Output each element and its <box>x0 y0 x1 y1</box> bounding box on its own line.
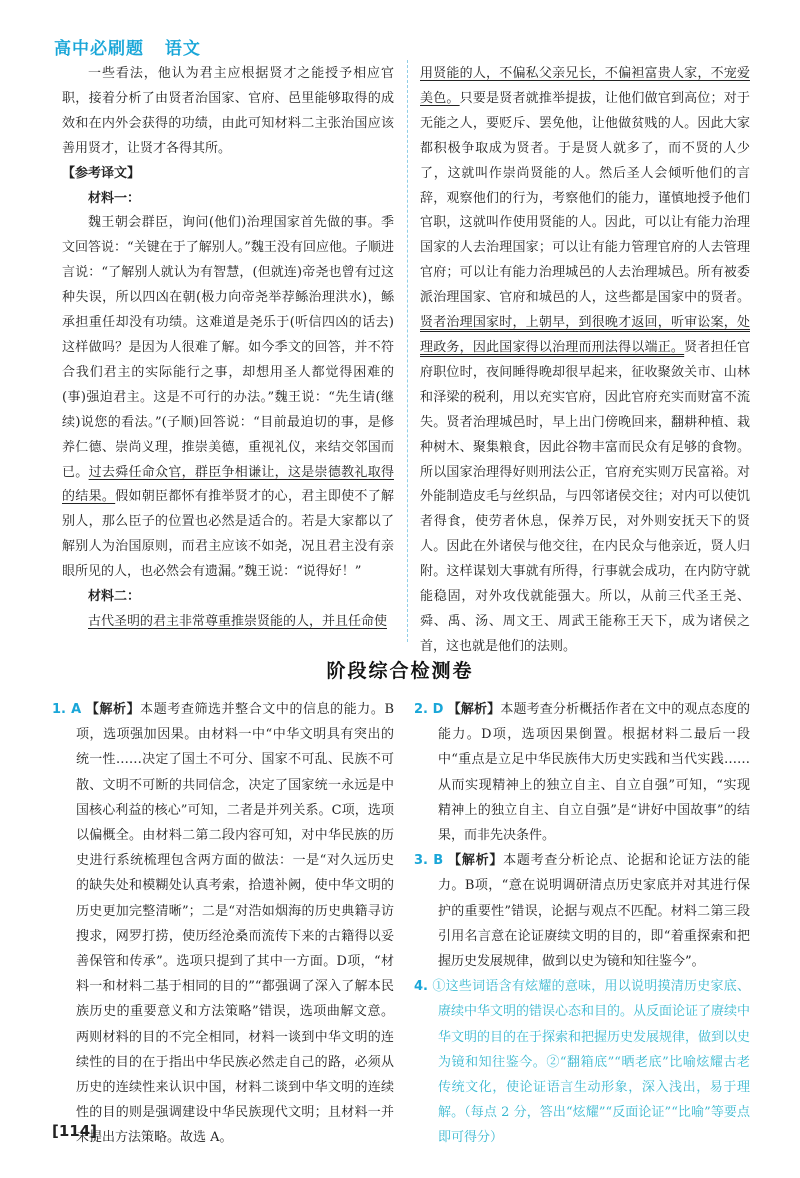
material-two-continued <box>420 62 750 660</box>
book-title: 高中必刷题 <box>54 39 144 59</box>
answer-1 <box>52 697 394 1151</box>
material-two-label: 材料二： <box>88 589 141 605</box>
answer-4-number: 4. <box>414 979 428 995</box>
material-two-double-underlined: 贤者治理国家时，上朝早，到很晚才返回，听审讼案，处理政务，因此国家得以治理而刑法得以端正。 <box>420 315 750 355</box>
material-one-label: 材料一： <box>88 190 141 206</box>
answer-column-left <box>52 697 394 1151</box>
answer-4 <box>414 974 750 1150</box>
answer-column-right <box>414 697 750 1151</box>
material-two-underlined: 古代圣明的君主非常尊重推崇贤能的人，并且任命使 <box>88 613 388 629</box>
answer-3-number: 3. B <box>414 853 444 869</box>
answer-3-tag: 【解析】 <box>448 853 504 869</box>
answer-2-tag: 【解析】 <box>447 702 501 717</box>
material-one-underlined: 过去舜任命众官，群臣争相谦让，这是崇德教礼取得的结果。 <box>62 464 394 505</box>
answer-1-tag: 【解析】 <box>85 702 141 717</box>
page-header <box>54 34 215 59</box>
answer-2-text: 本题考查分析概括作者在文中的观点态度的能力。D项，选项因果倒置。根据材料二最后一段中“重点是立足中华民族伟大历史实践和当代实践……从而实现精神上的独立自主、自立自强”可知，“实现精神上的独立自主、自立自强”是“讲好中国故事”的结果，而非先决条件。 <box>438 702 750 844</box>
material-two-underlined-cont: 用贤能的人，不偏私父亲兄长，不偏袒富贵人家，不宠爱美色。 <box>420 66 750 106</box>
answer-3-text: 本题考查分析论点、论据和论证方法的能力。B项，“意在说明调研清点历史家底并对其进行保护的重要性”错误，论据与观点不匹配。材料二第三段引用名言意在论证赓续文明的目的，即“着重探索和把握历史发展规律，做到以史为镜和知往鉴今”。 <box>438 853 750 970</box>
answer-3 <box>414 848 750 974</box>
answer-4-text: ①这些词语含有炫耀的意味，用以说明摸清历史家底、赓续中华文明的错误心态和目的。从反面论证了赓续中华文明的目的在于探索和把握历史发展规律，做到以史为镜和知往鉴今。②“翻箱底”“晒老底”比喻炫耀古老传统文化，使论证语言生动形象，深入浅出，易于理解。（每点 2 分，答出“炫耀”“反面论证”“比喻”等要点即可得分） <box>432 979 751 1146</box>
answer-2-number: 2. D <box>414 702 444 717</box>
column-divider <box>407 60 408 642</box>
material-two-text-end: 贤者担任官府职位时，夜间睡得晚却很早起来，征收聚敛关市、山林和泽梁的税利，用以充实官府，因此官府充实而财富不流失。贤者治理城邑时，早上出门傍晚回来，翻耕种植、栽种树木、聚集粮食，因此谷物丰富而民众有足够的食物。所以国家治理得好则刑法公正，官府充实则万民富裕。对外能制造皮毛与丝织品，与四邻诸侯交往；对内可以使饥者得食，使劳者休息，保养万民，对外则安抚天下的贤人。因此在外诸侯与他交往，在内民众与他亲近，贤人归附。这样谋划大事就有所得，行事就会成功，在内防守就能稳固，对外攻伐就能强大。所以，从前三代圣王尧、舜、禹、汤、周文王、周武王能称王天下，成为诸侯之首，这也就是他们的法则。 <box>420 339 750 654</box>
analysis-paragraph: 一些看法，他认为君主应根据贤才之能授予相应官职，接着分析了由贤者治国家、官府、邑里能够取得的成效和在内外会获得的功绩，由此可知材料二主张治国应该善用贤才，让贤才各得其所。 <box>62 66 394 156</box>
material-one-paragraph <box>62 211 394 585</box>
answer-1-number: 1. A <box>52 702 82 717</box>
reference-translation-label: 【参考译文】 <box>62 165 141 181</box>
page-number: [114] <box>52 1122 98 1140</box>
material-one-text: 魏王朝会群臣，询问(他们)治理国家首先做的事。季文回答说：“关键在于了解别人。”魏王没有回应他。子顺进言说：“了解别人就认为有智慧，(但就连)帝尧也曾有过这种失误，所以四凶在朝(极力向帝尧举荐鲧治理洪水)，鲧承担重任却没有功绩。这难道是尧乐于(听信四凶的话去)这样做吗？是因为人很难了解。如今季文的回答，并不符合我们君主的实际能行之事，却想用圣人都觉得困难的(事)强迫君主。这是不可行的办法。”魏王说：“先生请(继续)说您的看法。”(子顺)回答说：“目前最迫切的事，是修养仁德、崇尚义理，推崇美德，重视礼仪，来结交邻国而已。 <box>62 215 394 480</box>
answer-1-text: 本题考查筛选并整合文中的信息的能力。B项，选项强加因果。由材料一中“中华文明具有突出的统一性……决定了国土不可分、国家不可乱、民族不可散、文明不可断的共同信念，决定了国家统一永远是中国核心利益的核心”可知，二者是并列关系。C项，选项以偏概全。由材料二第二段内容可知，对中华民族的历史进行系统梳理包含两方面的做法：一是“对久远历史的缺失处和模糊处认真考索，拾遗补阙，使中华文明的历史更加完整清晰”；二是“对浩如烟海的历史典籍寻访搜求，网罗打捞，使历经沧桑而流传下来的古籍得以妥善保管和传承”。选项只提到了其中一方面。D项，“材料一和材料二基于相同的目的”“都强调了深入了解本民族历史的重要意义和方法策略”错误，选项曲解文意。两则材料的目的不完全相同，材料一谈到中华文明的连续性的目的在于指出中华民族必然走自己的路，必须从历史的连续性来认识中国，材料二谈到中华文明的连续性的目的则是强调建设中华民族现代文明；且材料一并未提出方法策略。故选 A。 <box>76 702 395 1146</box>
material-two-text: 只要是贤者就推举提拔，让他们做官到高位；对于无能之人，要贬斥、罢免他，让他做贫贱的人。因此大家都积极争取成为贤者。于是贤人就多了，而不贤的人少了，这就叫作崇尚贤能的人。然后圣人会倾听他们的言辞，观察他们的行为，考察他们的能力，谨慎地授予他们官职，这就叫作使用贤能的人。因此，可以让有能力治理国家的人去治理国家；可以让有能力管理官府的人去管理官府；可以让有能力治理城邑的人去治理城邑。所有被委派治理国家、官府和城邑的人，这些都是国家中的贤者。 <box>420 90 750 306</box>
answer-2 <box>414 697 750 848</box>
subject-label: 语文 <box>164 39 201 59</box>
material-one-text-end: 假如朝臣都怀有推举贤才的心，君主即使不了解别人，那么臣子的位置也必然是适合的。若是大家都以了解别人为治国原则，而君主应该不如尧，况且君主没有亲眼所见的人，也必然会有遗漏。”魏王说：“说得好！” <box>62 489 394 580</box>
material-two-paragraph <box>62 610 394 635</box>
right-column-translation <box>420 62 750 660</box>
left-column-translation <box>62 62 394 635</box>
section-title: 阶段综合检测卷 <box>326 660 474 682</box>
